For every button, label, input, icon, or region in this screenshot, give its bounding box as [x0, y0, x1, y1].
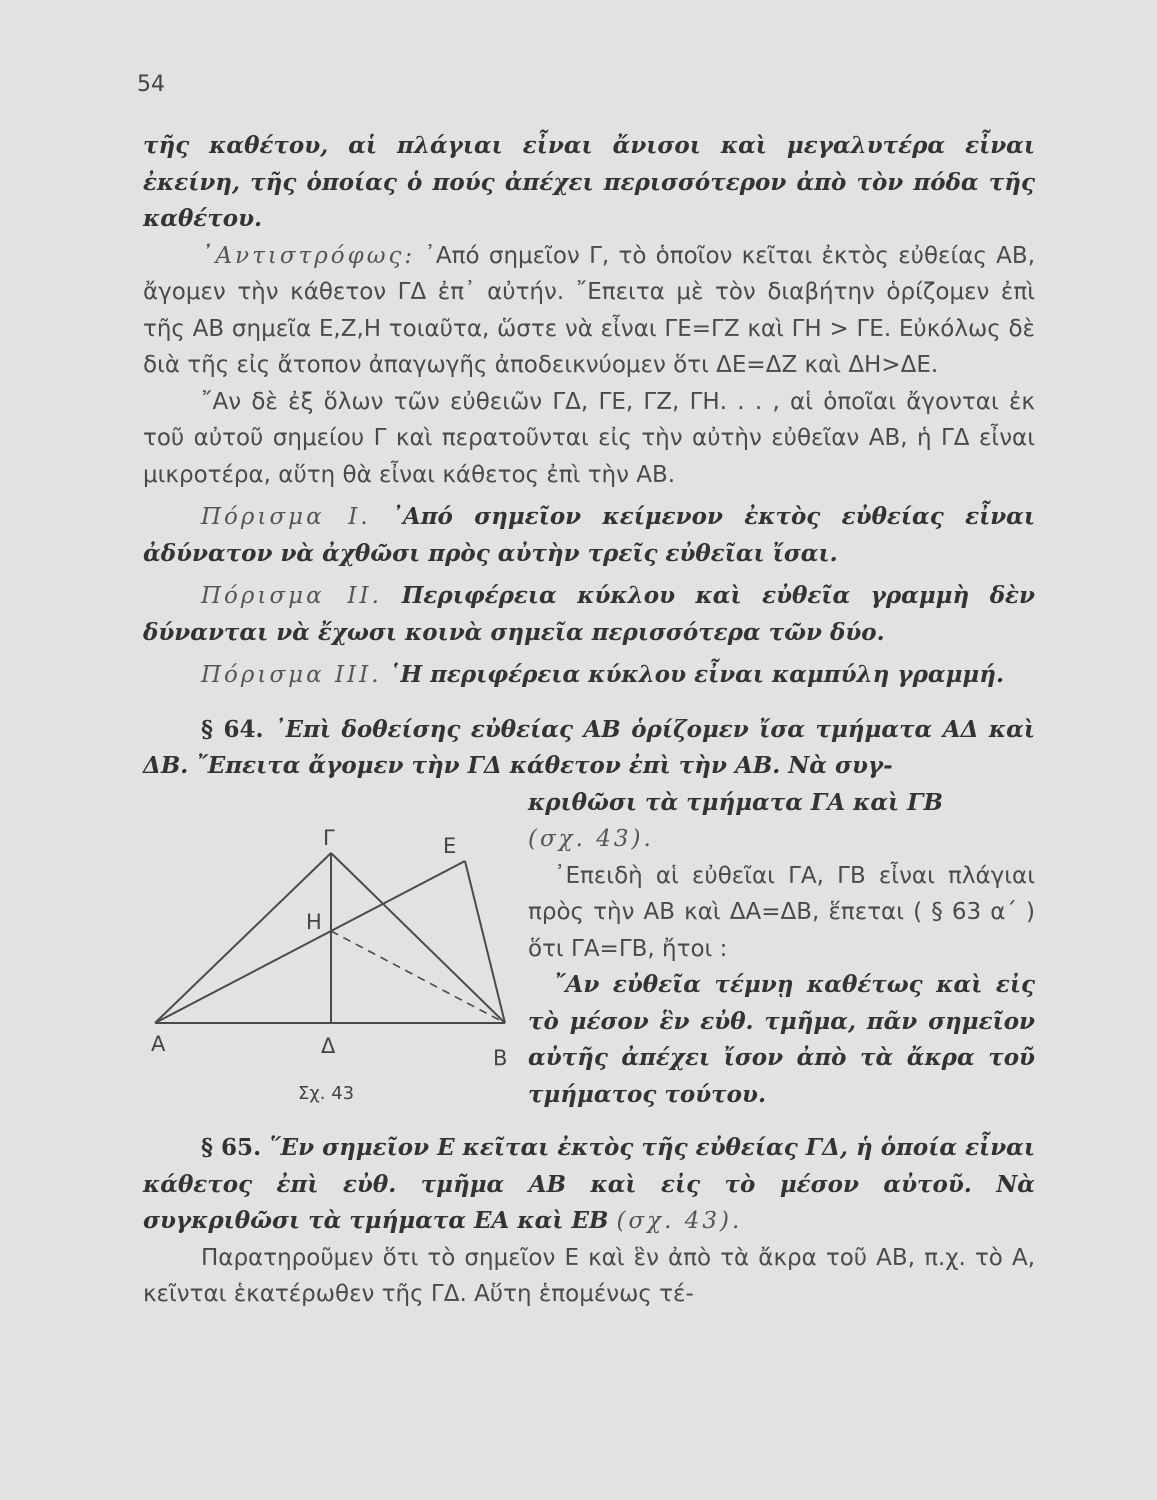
- segment-HB: [331, 931, 505, 1023]
- label-D: Δ: [321, 1033, 336, 1058]
- section-64-ref-text: (σχ. 43).: [528, 826, 654, 852]
- corollary-2-text: Περιφέρεια κύκλου καὶ εὐθεῖα γραμμὴ δὲν δύνανται νὰ ἔχωσι κοινὰ σημεῖα περισσότερα τῶν δύο.: [143, 582, 1035, 646]
- segment-EA: [155, 861, 465, 1023]
- section-64-heading: [143, 712, 1035, 785]
- page-body: [143, 128, 1035, 1313]
- section-65-heading: [143, 1130, 1035, 1240]
- segment-EB: [465, 861, 505, 1023]
- figure-43-diagram: [143, 785, 528, 1105]
- label-B: Β: [493, 1045, 508, 1070]
- corollary-3-text: ῾Η περιφέρεια κύκλου εἶναι καμπύλη γραμμή.: [388, 661, 1004, 688]
- section-64-line-b: [528, 785, 1035, 822]
- section-65-proof: Παρατηροῦμεν ὅτι τὸ σημεῖον Ε καὶ ἓν ἀπὸ τὰ ἄκρα τοῦ ΑΒ, π.χ. τὸ Α, κεῖνται ἑκατέρωθεν τῆς ΓΔ. Αὕτη ἑπομένως τέ-: [143, 1244, 1035, 1307]
- paragraph-2-text: ᾿Από σημεῖον Γ, τὸ ὁποῖον κεῖται ἐκτὸς εὐθείας ΑΒ, ἄγομεν τὴν κάθετον ΓΔ ἐπ᾿ αὐτήν. ῎Επειτα μὲ τὸν διαβήτην ὁρίζομεν ἐπὶ τῆς ΑΒ σημεῖα Ε,Ζ,Η τοιαῦτα, ὥστε νὰ εἶναι ΓΕ=ΓΖ καὶ ΓΗ > ΓΕ. Εὐκόλως δὲ διὰ τῆς εἰς ἄτοπον ἀπαγωγῆς ἀποδεικνύομεν ὅτι ΔΕ=ΔΖ καὶ ΔΗ>ΔΕ.: [143, 242, 1036, 378]
- section-64-reference: [528, 821, 1035, 858]
- label-G: Γ: [323, 825, 335, 850]
- paragraph-3: ῎Αν δὲ ἐξ ὅλων τῶν εὐθειῶν ΓΔ, ΓΕ, ΓΖ, ΓΗ. . . , αἱ ὁποῖαι ἄγονται ἐκ τοῦ αὐτοῦ σημείου Γ καὶ περατοῦνται εἰς τὴν αὐτὴν εὐθεῖαν ΑΒ, ἡ ΓΔ εἶναι μικροτέρα, αὕτη θὰ εἶναι κάθετος ἐπὶ τὴν ΑΒ.: [143, 388, 1035, 488]
- corollary-2-label: Πόρισμα ΙΙ.: [201, 583, 382, 609]
- segment-GA: [155, 853, 331, 1023]
- page-number: 54: [137, 72, 165, 97]
- label-E: Ε: [443, 833, 457, 858]
- figure-43: [143, 785, 528, 1117]
- corollary-3-label: Πόρισμα ΙΙΙ.: [201, 662, 382, 688]
- label-A: Α: [151, 1031, 166, 1056]
- corollary-1-text: ᾿Από σημεῖον κείμενον ἐκτὸς εὐθείας εἶναι ἀδύνατον νὰ ἀχθῶσι πρὸς αὐτὴν τρεῖς εὐθεῖαι ἴσαι.: [143, 503, 1035, 567]
- corollary-1-label: Πόρισμα Ι.: [201, 504, 371, 530]
- section-64-compare: κριθῶσι τὰ τμήματα ΓΑ καὶ ΓΒ: [528, 788, 943, 816]
- label-H: Η: [306, 909, 322, 934]
- section-64-proof: ᾿Επειδὴ αἱ εὐθεῖαι ΓΑ, ΓΒ εἶναι πλάγιαι πρὸς τὴν ΑΒ καὶ ΔΑ=ΔΒ, ἕπεται ( § 63 α΄ ) ὅτι ΓΑ=ΓΒ, ἤτοι :: [528, 862, 1035, 962]
- section-65-ref: (σχ. 43).: [616, 1208, 743, 1234]
- corollary-1: [143, 499, 1035, 572]
- section-64-conclusion: ῎Αν εὐθεῖα τέμνῃ καθέτως καὶ εἰς τὸ μέσον ἓν εὐθ. τμῆμα, πᾶν σημεῖον αὐτῆς ἀπέχει ἴσον ἀπὸ τὰ ἄκρα τοῦ τμήματος τούτου.: [528, 971, 1035, 1108]
- paragraph-2: [143, 238, 1035, 384]
- section-65-number: § 65.: [201, 1134, 262, 1161]
- corollary-3: [143, 657, 1035, 694]
- segment-GB: [331, 853, 505, 1023]
- corollary-2: [143, 578, 1035, 651]
- section-64-statement: ᾿Επὶ δοθείσης εὐθείας ΑΒ ὁρίζομεν ἴσα τμήματα ΑΔ καὶ ΔΒ. ῎Επειτα ἄγομεν τὴν ΓΔ κάθετον ἐπὶ τὴν ΑΒ. Νὰ συγ-: [143, 715, 1035, 779]
- section-64-figure-text: [528, 785, 1035, 1117]
- section-64-number: § 64.: [201, 715, 264, 743]
- paragraph-1: τῆς καθέτου, αἱ πλάγιαι εἶναι ἄνισοι καὶ μεγαλυτέρα εἶναι ἐκείνη, τῆς ὁποίας ὁ πούς ἀπέχει περισσότερον ἀπὸ τὸν πόδα τῆς καθέτου.: [143, 132, 1035, 232]
- section-65-statement: ῞Εν σημεῖον Ε κεῖται ἐκτὸς τῆς εὐθείας ΓΔ, ἡ ὁποία εἶναι κάθετος ἐπὶ εὐθ. τμῆμα ΑΒ καὶ εἰς τὸ μέσον αὐτοῦ. Νὰ συγκριθῶσι τὰ τμήματα ΕΑ καὶ ΕΒ: [143, 1134, 1035, 1234]
- figure-caption: Σχ. 43: [298, 1082, 355, 1104]
- converse-label: ᾿Αντιστρόφως:: [201, 242, 416, 269]
- section-64-figure-row: [143, 785, 1035, 1117]
